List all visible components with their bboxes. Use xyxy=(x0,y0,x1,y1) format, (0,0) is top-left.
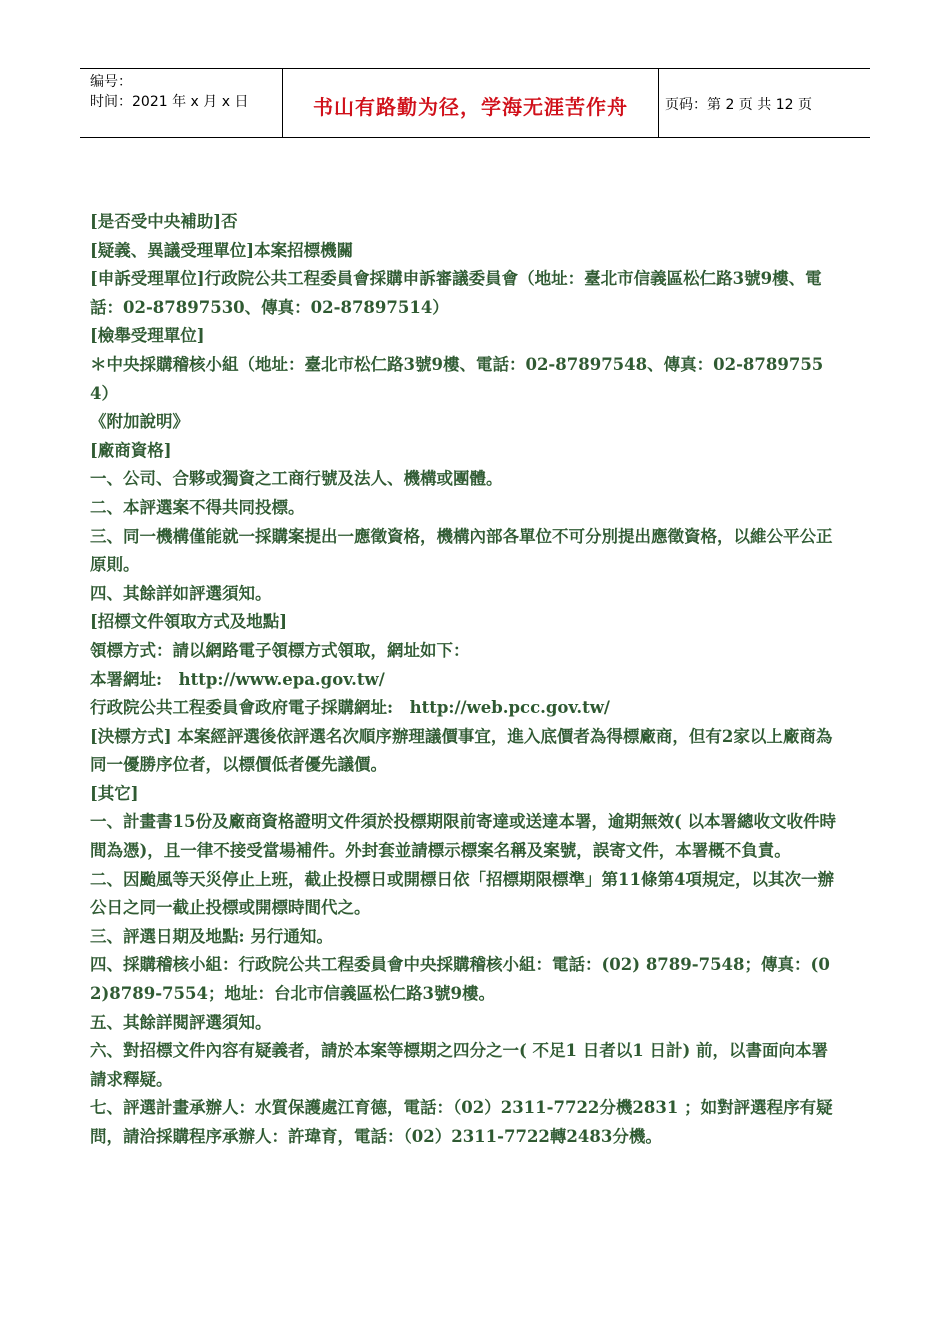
body-line: 五、其餘詳閱評選須知。 xyxy=(90,1012,272,1032)
body-line: 一、計畫書15份及廠商資格證明文件須於投標期限前寄達或送達本署，逾期無效( 以本署總收文收件時間為憑)，且一律不接受當場補件。外封套並請標示標案名稱及案號，誤寄文件，本署概不負責。 xyxy=(90,812,837,861)
body-line: [是否受中央補助]否 xyxy=(90,212,238,231)
body-line: 四、其餘詳如評選須知。 xyxy=(90,583,272,603)
body-line: 六、對招標文件內容有疑義者，請於本案等標期之四分之一( 不足1 日者以1 日計) 前，以書面向本署請求釋疑。 xyxy=(90,1041,829,1089)
body-line: 本署網址: http://www.epa.gov.tw/ xyxy=(90,669,385,689)
body-line: [決標方式] 本案經評選後依評選名次順序辦理議價事宜，進入底價者為得標廠商，但有2家以上廠商為同一優勝序位者，以標價低者優先議價。 xyxy=(90,726,833,775)
body-line: 七、評選計畫承辦人：水質保護處江育德，電話：（02）2311-7722分機2831 ；如對評選程序有疑問，請洽採購程序承辦人：許瑋育，電話：（02）2311-7722轉2483分機。 xyxy=(90,1098,833,1146)
body-line: 行政院公共工程委員會政府電子採購網址: http://web.pcc.gov.tw/ xyxy=(90,698,610,718)
body-line: [疑義、異議受理單位]本案招標機關 xyxy=(90,240,354,260)
header-middle-cell xyxy=(283,69,659,137)
document-time-label: 时间：2021 年 x 月 x 日 xyxy=(90,94,249,110)
body-line: 二、因颱風等天災停止上班，截止投標日或開標日依「招標期限標準」第11條第4項規定，以其次一辦公日之同一截止投標或開標時間代之。 xyxy=(90,869,834,918)
body-line: ＊中央採購稽核小組（地址：臺北市松仁路3號9樓、電話：02-87897548、傳真：02-87897554） xyxy=(90,354,824,403)
header-right-cell xyxy=(659,69,870,137)
body-line: 四、採購稽核小組：行政院公共工程委員會中央採購稽核小組：電話：(02) 8789-7548；傳真：(02)8789-7554；地址：台北市信義區松仁路3號9樓。 xyxy=(90,955,830,1004)
header-left-cell xyxy=(80,69,283,137)
document-number-label: 编号： xyxy=(90,74,132,90)
body-line: 領標方式：請以網路電子領標方式領取，網址如下： xyxy=(90,640,470,660)
document-body xyxy=(90,208,840,1152)
body-line: [招標文件領取方式及地點] xyxy=(90,612,288,632)
body-line: 三、評選日期及地點: 另行通知。 xyxy=(90,926,333,946)
page-number-label: 页码：第 2 页 共 12 页 xyxy=(665,97,812,113)
header-motto: 书山有路勤为径，学海无涯苦作舟 xyxy=(313,95,628,119)
body-line: 二、本評選案不得共同投標。 xyxy=(90,497,305,517)
body-line: [申訴受理單位]行政院公共工程委員會採購申訴審議委員會（地址：臺北市信義區松仁路3號9樓、電話：02-87897530、傳真：02-87897514） xyxy=(90,269,822,317)
page-header xyxy=(80,68,870,138)
body-line: [其它] xyxy=(90,783,139,803)
body-line: [廠商資格] xyxy=(90,440,172,460)
body-line: 一、公司、合夥或獨資之工商行號及法人、機構或團體。 xyxy=(90,469,503,489)
body-line: [檢舉受理單位] xyxy=(90,326,205,346)
body-line: 三、同一機構僅能就一採購案提出一應徵資格，機構內部各單位不可分別提出應徵資格，以維公平公正原則。 xyxy=(90,526,833,575)
body-line: 《附加說明》 xyxy=(90,412,189,432)
